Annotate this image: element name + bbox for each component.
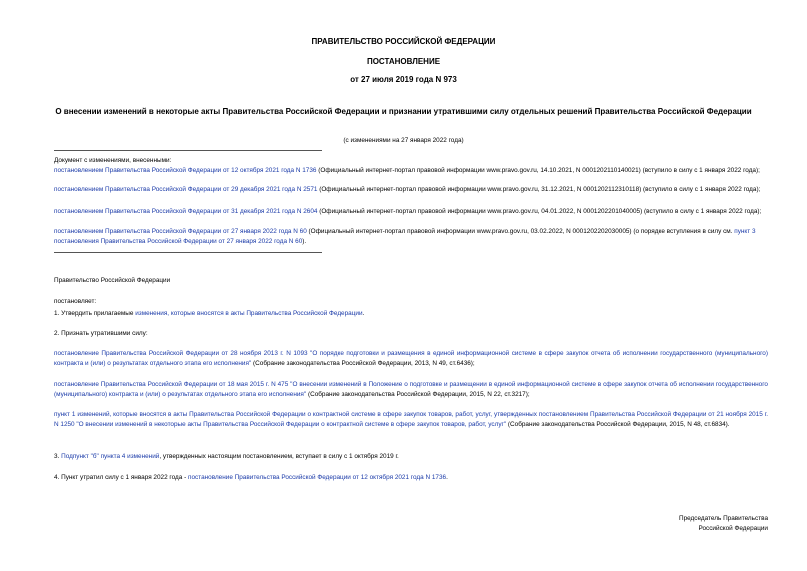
amendment-item: постановлением Правительства Российской Федерации от 29 декабря 2021 года N 2571 (Официальный интернет-портал правовой информации www.pravo.gov.ru, 31.12.2021, N 0001202112310118) (вступило в силу с 1 января 2022 года);: [54, 186, 761, 193]
repealed-act-link[interactable]: пункт 1 изменений, которые вносятся в акты Правительства Российской Федерации о контрактной системе в сфере закупок товаров, работ, услуг, утвержденных постановлением Правительства Российской Федерации от 21 ноября 2015 г. N 1250 "О внесении изменений в некоторые акты Правительства Российской Федерации о контрактной системе в сфере закупок товаров, работ, услуг": [54, 411, 768, 428]
resolves-text: постановляет:: [54, 298, 97, 305]
paragraph-2a: постановление Правительства Российской Федерации от 28 ноября 2013 г. N 1093 "О порядке подготовки и размещения в единой информационной системе в сфере закупок отчета об исполнении государственного (муниципального) контракта и (или) о результатах отдельного этапа его исполнения" (Собрание законодательства Российской Федерации, 2013, N 49, ст.6436);: [54, 350, 768, 367]
header-government: ПРАВИТЕЛЬСТВО РОССИЙСКОЙ ФЕДЕРАЦИИ: [311, 37, 496, 46]
approved-changes-link[interactable]: изменения, которые вносятся в акты Правительства Российской Федерации: [135, 310, 363, 317]
signature-title: Председатель Правительства: [679, 515, 768, 522]
amending-act-link[interactable]: постановление Правительства Российской Федерации от 12 октября 2021 года N 1736: [188, 474, 447, 481]
paragraph-2: 2. Признать утратившими силу:: [54, 330, 148, 337]
bottom-divider: [54, 252, 322, 253]
top-divider: [54, 150, 322, 151]
paragraph-3: 3. Подпункт "б" пункта 4 изменений, утвержденных настоящим постановлением, вступает в силу с 1 октября 2019 г.: [54, 453, 399, 460]
signature-org: Российской Федерации: [698, 525, 768, 532]
paragraph-1: 1. Утвердить прилагаемые изменения, которые вносятся в акты Правительства Российской Федерации.: [54, 310, 365, 317]
subclause-link[interactable]: Подпункт "б" пункта 4 изменений: [61, 453, 160, 460]
repealed-act-link[interactable]: постановление Правительства Российской Федерации от 18 мая 2015 г. N 475 "О внесении изменений в Положение о подготовке и размещении в единой информационной системе в сфере закупок отчета об исполнении государственного (муниципального) контракта и (или) о результатах отдельного этапа его исполнения": [54, 381, 768, 398]
amendment-item: постановлением Правительства Российской Федерации от 31 декабря 2021 года N 2604 (Официальный интернет-портал правовой информации www.pravo.gov.ru, 04.01.2022, N 0001202201040005) (вступило в силу с 1 января 2022 года);: [54, 208, 762, 215]
amendment-link[interactable]: постановлением Правительства Российской Федерации от 12 октября 2021 года N 1736: [54, 167, 317, 174]
paragraph-2c: пункт 1 изменений, которые вносятся в акты Правительства Российской Федерации о контрактной системе в сфере закупок товаров, работ, услуг, утвержденных постановлением Правительства Российской Федерации от 21 ноября 2015 г. N 1250 "О внесении изменений в некоторые акты Правительства Российской Федерации о контрактной системе в сфере закупок товаров, работ, услуг" (Собрание законодательства Российской Федерации, 2015, N 48, ст.6834).: [54, 411, 768, 428]
amendment-link[interactable]: постановлением Правительства Российской Федерации от 31 декабря 2021 года N 2604: [54, 208, 318, 215]
amendment-link-entry-into-force[interactable]: пункт 3 постановления Правительства Российской Федерации от 27 января 2022 года N 60: [54, 228, 756, 245]
header-doc-type: ПОСТАНОВЛЕНИЕ: [366, 57, 441, 66]
revision-note: (с изменениями на 27 января 2022 года): [343, 137, 464, 144]
issuer-text: Правительство Российской Федерации: [54, 277, 171, 284]
paragraph-4: 4. Пункт утратил силу с 1 января 2022 года - постановление Правительства Российской Федерации от 12 октября 2021 года N 1736.: [54, 474, 448, 481]
amendment-link[interactable]: постановлением Правительства Российской Федерации от 27 января 2022 года N 60: [54, 228, 307, 235]
repealed-act-link[interactable]: постановление Правительства Российской Федерации от 28 ноября 2013 г. N 1093 "О порядке подготовки и размещения в единой информационной системе в сфере закупок отчета об исполнении государственного (муниципального) контракта и (или) о результатах отдельного этапа его исполнения": [54, 350, 768, 367]
amendments-intro: Документ с изменениями, внесенными:: [54, 157, 172, 164]
amendment-item: постановлением Правительства Российской Федерации от 12 октября 2021 года N 1736 (Официальный интернет-портал правовой информации www.pravo.gov.ru, 14.10.2021, N 0001202110140021) (вступило в силу с 1 января 2022 года);: [54, 167, 760, 174]
paragraph-2b: постановление Правительства Российской Федерации от 18 мая 2015 г. N 475 "О внесении изменений в Положение о подготовке и размещении в единой информационной системе в сфере закупок отчета об исполнении государственного (муниципального) контракта и (или) о результатах отдельного этапа его исполнения" (Собрание законодательства Российской Федерации, 2015, N 22, ст.3217);: [54, 381, 768, 398]
amendment-link[interactable]: постановлением Правительства Российской Федерации от 29 декабря 2021 года N 2571: [54, 186, 318, 193]
document-title: О внесении изменений в некоторые акты Правительства Российской Федерации и признании утратившими силу отдельных решений Правительства Российской Федерации: [55, 107, 752, 116]
header-date-number: от 27 июля 2019 года N 973: [350, 75, 457, 84]
amendment-item: постановлением Правительства Российской Федерации от 27 января 2022 года N 60 (Официальный интернет-портал правовой информации www.pravo.gov.ru, 03.02.2022, N 0001202202030005) (о порядке вступления в силу см. пункт 3 постановления Правительства Российской Федерации от 27 января 2022 года N 60).: [54, 228, 756, 245]
